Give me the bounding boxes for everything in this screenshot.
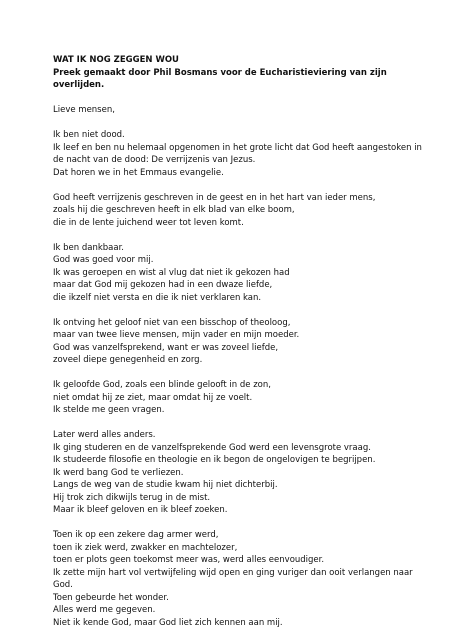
text-line: Toen gebeurde het wonder. <box>53 592 169 603</box>
text-line: Ik stelde me geen vragen. <box>53 405 165 415</box>
document-subtitle: Preek gemaakt door Phil Bosmans voor de Eucharistieviering van zijn overlijden. <box>53 67 387 90</box>
text-line: Ik leef en ben nu helemaal opgenomen in het grote licht dat God heeft aangestoken in de nacht van de dood: De verrijzenis van Jezus. <box>53 142 422 165</box>
text-line: God was goed voor mij. <box>53 255 154 265</box>
text-line: Dat horen we in het Emmaus evangelie. <box>53 167 224 178</box>
text-line: Ik ging studeren en de vanzelfsprekende God werd een levensgrote vraag. <box>53 442 371 453</box>
text-line: Ik studeerde filosofie en theologie en ik begon de ongelovigen te begrijpen. <box>53 455 376 465</box>
text-line: Ik ben dankbaar. <box>53 242 124 253</box>
text-line: zoveel diepe genegenheid en zorg. <box>53 355 203 365</box>
text-line: maar van twee lieve mensen, mijn vader en mijn moeder. <box>53 330 300 340</box>
spacer <box>53 92 432 105</box>
paragraph-1 <box>53 129 432 179</box>
text-line: die ikzelf niet versta en die ik niet verklaren kan. <box>53 292 262 303</box>
paragraph-7 <box>53 529 432 629</box>
paragraph-3 <box>53 242 432 305</box>
paragraph-5 <box>53 379 432 417</box>
text-line: Niet ik kende God, maar God liet zich kennen aan mij. <box>53 617 283 628</box>
text-line: Ik zette mijn hart vol vertwijfeling wijd open en ging vuriger dan ooit verlangen naar God. <box>53 567 413 590</box>
paragraph-4 <box>53 317 432 367</box>
text-line: Ik was geroepen en wist al vlug dat niet ik gekozen had <box>53 267 290 278</box>
text-line: die in de lente juichend weer tot leven komt. <box>53 217 244 228</box>
text-line: niet omdat hij ze ziet, maar omdat hij ze voelt. <box>53 392 253 403</box>
text-line: Ik werd bang God te verliezen. <box>53 467 184 478</box>
text-line: Ik geloofde God, zoals een blinde gelooft in de zon, <box>53 380 271 390</box>
text-line: Hij trok zich dikwijls terug in de mist. <box>53 492 211 503</box>
text-line: Maar ik bleef geloven en ik bleef zoeken. <box>53 505 228 515</box>
salutation: Lieve mensen, <box>53 105 115 115</box>
text-line: Toen ik op een zekere dag armer werd, <box>53 530 219 540</box>
text-line: toen er plots geen toekomst meer was, werd alles eenvoudiger. <box>53 555 325 565</box>
text-line: maar dat God mij gekozen had in een dwaze liefde, <box>53 280 273 290</box>
text-line: God was vanzelfsprekend, want er was zoveel liefde, <box>53 342 279 353</box>
text-line: God heeft verrijzenis geschreven in de geest en in het hart van ieder mens, <box>53 192 376 203</box>
text-line: Alles werd me gegeven. <box>53 605 156 615</box>
paragraph-2 <box>53 192 432 230</box>
text-line: toen ik ziek werd, zwakker en machtelozer, <box>53 542 238 553</box>
document-heading <box>53 54 432 92</box>
paragraph-6 <box>53 429 432 517</box>
text-line: Later werd alles anders. <box>53 430 156 440</box>
document-title: WAT IK NOG ZEGGEN WOU <box>53 55 179 65</box>
text-line: Langs de weg van de studie kwam hij niet dichterbij. <box>53 480 278 490</box>
text-line: zoals hij die geschreven heeft in elk blad van elke boom, <box>53 205 295 215</box>
text-line: Ik ontving het geloof niet van een bisschop of theoloog, <box>53 317 291 328</box>
text-line: Ik ben niet dood. <box>53 130 125 140</box>
